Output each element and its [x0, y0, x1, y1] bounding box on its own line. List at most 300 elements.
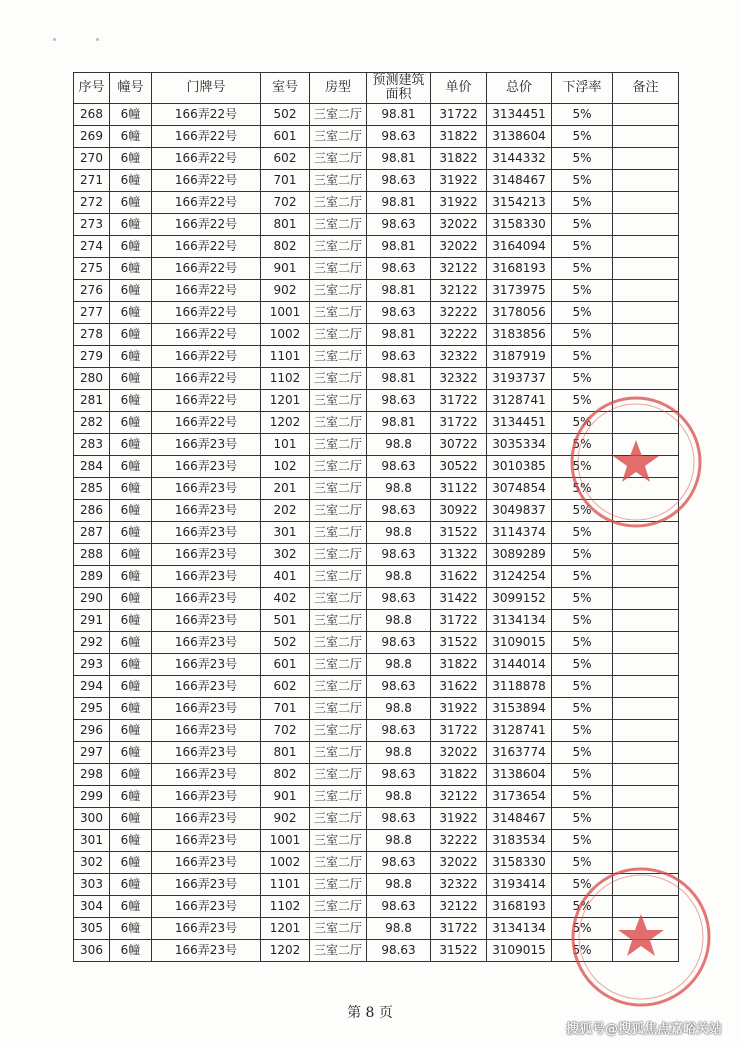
table-cell: 902 — [261, 280, 310, 302]
table-row — [74, 654, 679, 676]
table-cell — [613, 258, 679, 280]
table-cell: 98.8 — [367, 566, 431, 588]
column-header: 单价 — [431, 73, 487, 104]
table-cell — [613, 830, 679, 852]
table-row — [74, 808, 679, 830]
table-cell: 1202 — [261, 412, 310, 434]
table-cell: 三室二厅 — [310, 192, 367, 214]
table-cell: 293 — [74, 654, 110, 676]
table-cell: 6幢 — [110, 104, 152, 126]
table-cell: 三室二厅 — [310, 236, 367, 258]
table-cell: 272 — [74, 192, 110, 214]
table-cell: 6幢 — [110, 940, 152, 962]
table-cell: 601 — [261, 126, 310, 148]
table-cell: 6幢 — [110, 808, 152, 830]
table-cell: 31822 — [431, 654, 487, 676]
table-cell: 5% — [552, 434, 613, 456]
table-cell: 98.63 — [367, 940, 431, 962]
table-cell: 98.63 — [367, 588, 431, 610]
table-cell: 1201 — [261, 918, 310, 940]
table-cell: 166弄23号 — [152, 940, 261, 962]
table-cell: 402 — [261, 588, 310, 610]
table-cell: 6幢 — [110, 478, 152, 500]
table-cell: 276 — [74, 280, 110, 302]
table-cell — [613, 742, 679, 764]
table-cell: 三室二厅 — [310, 302, 367, 324]
table-cell: 98.81 — [367, 104, 431, 126]
table-cell: 3144014 — [487, 654, 552, 676]
table-cell: 98.63 — [367, 720, 431, 742]
table-cell: 6幢 — [110, 654, 152, 676]
table-cell: 280 — [74, 368, 110, 390]
table-cell: 166弄22号 — [152, 214, 261, 236]
table-row — [74, 104, 679, 126]
table-cell: 三室二厅 — [310, 280, 367, 302]
table-cell: 5% — [552, 940, 613, 962]
table-row — [74, 324, 679, 346]
table-cell: 32322 — [431, 346, 487, 368]
table-cell — [613, 456, 679, 478]
table-cell: 31622 — [431, 676, 487, 698]
table-row — [74, 302, 679, 324]
table-cell: 6幢 — [110, 698, 152, 720]
table-cell — [613, 764, 679, 786]
table-cell — [613, 170, 679, 192]
table-row — [74, 148, 679, 170]
table-cell: 502 — [261, 632, 310, 654]
table-cell: 6幢 — [110, 126, 152, 148]
table-cell: 5% — [552, 742, 613, 764]
table-cell: 801 — [261, 742, 310, 764]
table-cell: 166弄22号 — [152, 280, 261, 302]
table-cell: 3168193 — [487, 258, 552, 280]
table-cell — [613, 236, 679, 258]
table-cell: 98.8 — [367, 478, 431, 500]
watermark-text: 搜狐号@搜狐焦点嘉峪关站 — [565, 1022, 722, 1037]
table-cell: 3158330 — [487, 214, 552, 236]
table-cell: 98.8 — [367, 610, 431, 632]
table-row — [74, 192, 679, 214]
table-cell: 166弄23号 — [152, 544, 261, 566]
table-cell: 6幢 — [110, 588, 152, 610]
table-cell: 31722 — [431, 610, 487, 632]
table-cell: 298 — [74, 764, 110, 786]
table-cell: 702 — [261, 720, 310, 742]
table-cell: 5% — [552, 852, 613, 874]
table-row — [74, 742, 679, 764]
table-cell — [613, 918, 679, 940]
table-cell: 268 — [74, 104, 110, 126]
table-cell: 3134451 — [487, 412, 552, 434]
table-cell: 299 — [74, 786, 110, 808]
table-cell: 3164094 — [487, 236, 552, 258]
table-cell: 3114374 — [487, 522, 552, 544]
table-cell: 三室二厅 — [310, 390, 367, 412]
table-cell: 三室二厅 — [310, 786, 367, 808]
table-cell: 282 — [74, 412, 110, 434]
table-cell: 5% — [552, 412, 613, 434]
table-cell: 802 — [261, 236, 310, 258]
table-cell: 5% — [552, 170, 613, 192]
table-cell: 3148467 — [487, 170, 552, 192]
table-cell: 301 — [74, 830, 110, 852]
table-cell: 98.81 — [367, 192, 431, 214]
table-cell: 5% — [552, 720, 613, 742]
table-cell: 6幢 — [110, 236, 152, 258]
table-cell: 166弄23号 — [152, 654, 261, 676]
table-row — [74, 918, 679, 940]
table-cell: 5% — [552, 654, 613, 676]
table-cell: 166弄23号 — [152, 676, 261, 698]
table-cell: 5% — [552, 390, 613, 412]
table-cell: 三室二厅 — [310, 544, 367, 566]
table-cell: 32122 — [431, 258, 487, 280]
table-cell: 6幢 — [110, 390, 152, 412]
table-cell: 278 — [74, 324, 110, 346]
table-cell: 6幢 — [110, 192, 152, 214]
table-cell: 31622 — [431, 566, 487, 588]
table-cell: 三室二厅 — [310, 368, 367, 390]
table-cell: 32122 — [431, 280, 487, 302]
table-cell: 3173975 — [487, 280, 552, 302]
table-cell: 98.63 — [367, 544, 431, 566]
table-cell: 300 — [74, 808, 110, 830]
table-cell: 166弄22号 — [152, 390, 261, 412]
table-cell: 98.8 — [367, 918, 431, 940]
table-cell: 1201 — [261, 390, 310, 412]
table-cell: 三室二厅 — [310, 478, 367, 500]
table-cell: 98.63 — [367, 214, 431, 236]
table-cell — [613, 104, 679, 126]
table-cell: 5% — [552, 236, 613, 258]
table-cell: 702 — [261, 192, 310, 214]
table-cell — [613, 148, 679, 170]
table-cell: 5% — [552, 896, 613, 918]
table-cell: 6幢 — [110, 280, 152, 302]
table-cell: 304 — [74, 896, 110, 918]
table-header-row — [74, 73, 679, 104]
table-cell: 294 — [74, 676, 110, 698]
table-cell: 32322 — [431, 874, 487, 896]
table-cell: 三室二厅 — [310, 720, 367, 742]
table-cell: 三室二厅 — [310, 742, 367, 764]
table-cell: 1001 — [261, 302, 310, 324]
column-header: 预测建筑面积 — [367, 73, 431, 104]
table-cell: 3124254 — [487, 566, 552, 588]
table-cell: 30522 — [431, 456, 487, 478]
table-cell: 284 — [74, 456, 110, 478]
table-cell: 270 — [74, 148, 110, 170]
table-cell — [613, 434, 679, 456]
table-cell: 三室二厅 — [310, 852, 367, 874]
table-row — [74, 390, 679, 412]
table-cell: 5% — [552, 302, 613, 324]
table-cell — [613, 192, 679, 214]
table-cell: 6幢 — [110, 434, 152, 456]
table-cell: 277 — [74, 302, 110, 324]
table-cell: 三室二厅 — [310, 434, 367, 456]
table-cell: 1102 — [261, 896, 310, 918]
table-cell: 289 — [74, 566, 110, 588]
table-cell: 98.81 — [367, 148, 431, 170]
table-cell: 31722 — [431, 412, 487, 434]
table-cell: 285 — [74, 478, 110, 500]
table-cell: 166弄23号 — [152, 456, 261, 478]
table-cell: 三室二厅 — [310, 918, 367, 940]
table-row — [74, 676, 679, 698]
table-cell: 5% — [552, 258, 613, 280]
table-cell: 98.8 — [367, 786, 431, 808]
table-cell: 5% — [552, 456, 613, 478]
table-cell: 31722 — [431, 918, 487, 940]
table-cell: 901 — [261, 786, 310, 808]
table-cell: 302 — [74, 852, 110, 874]
table-cell: 6幢 — [110, 874, 152, 896]
table-row — [74, 368, 679, 390]
table-cell: 281 — [74, 390, 110, 412]
table-cell: 6幢 — [110, 412, 152, 434]
table-cell: 三室二厅 — [310, 764, 367, 786]
table-cell: 306 — [74, 940, 110, 962]
table-cell: 3144332 — [487, 148, 552, 170]
table-cell: 3178056 — [487, 302, 552, 324]
table-cell — [613, 720, 679, 742]
table-cell: 三室二厅 — [310, 654, 367, 676]
table-cell — [613, 940, 679, 962]
table-cell: 98.8 — [367, 874, 431, 896]
table-row — [74, 698, 679, 720]
table-cell: 3089289 — [487, 544, 552, 566]
table-cell: 5% — [552, 192, 613, 214]
table-row — [74, 214, 679, 236]
table-cell: 98.63 — [367, 302, 431, 324]
table-cell: 98.63 — [367, 764, 431, 786]
table-cell: 3193737 — [487, 368, 552, 390]
table-row — [74, 874, 679, 896]
table-cell: 5% — [552, 918, 613, 940]
table-cell: 3099152 — [487, 588, 552, 610]
table-cell: 30722 — [431, 434, 487, 456]
table-cell: 701 — [261, 170, 310, 192]
table-cell: 166弄23号 — [152, 742, 261, 764]
table-cell: 5% — [552, 522, 613, 544]
table-cell — [613, 874, 679, 896]
table-cell: 三室二厅 — [310, 412, 367, 434]
table-cell: 3163774 — [487, 742, 552, 764]
table-cell: 98.8 — [367, 654, 431, 676]
table-cell: 31822 — [431, 764, 487, 786]
table-row — [74, 764, 679, 786]
table-cell: 166弄23号 — [152, 610, 261, 632]
table-cell: 5% — [552, 764, 613, 786]
table-cell: 5% — [552, 588, 613, 610]
table-cell: 6幢 — [110, 148, 152, 170]
table-cell: 3154213 — [487, 192, 552, 214]
table-cell — [613, 324, 679, 346]
table-cell: 166弄22号 — [152, 302, 261, 324]
table-cell — [613, 500, 679, 522]
table-cell: 902 — [261, 808, 310, 830]
table-cell: 283 — [74, 434, 110, 456]
table-cell: 98.63 — [367, 346, 431, 368]
table-cell: 三室二厅 — [310, 324, 367, 346]
table-cell: 31822 — [431, 126, 487, 148]
table-cell: 5% — [552, 214, 613, 236]
table-cell: 三室二厅 — [310, 566, 367, 588]
table-cell: 31722 — [431, 390, 487, 412]
table-cell: 6幢 — [110, 170, 152, 192]
table-cell — [613, 412, 679, 434]
table-row — [74, 566, 679, 588]
table-cell: 98.8 — [367, 698, 431, 720]
table-cell: 5% — [552, 148, 613, 170]
table-cell: 三室二厅 — [310, 214, 367, 236]
table-cell: 98.63 — [367, 170, 431, 192]
table-cell: 166弄23号 — [152, 478, 261, 500]
table-cell — [613, 852, 679, 874]
table-row — [74, 236, 679, 258]
table-cell: 31522 — [431, 632, 487, 654]
table-cell — [613, 478, 679, 500]
table-row — [74, 412, 679, 434]
table-body — [74, 104, 679, 962]
table-cell — [613, 544, 679, 566]
table-cell: 3128741 — [487, 390, 552, 412]
table-cell: 602 — [261, 148, 310, 170]
table-cell: 6幢 — [110, 676, 152, 698]
table-cell: 273 — [74, 214, 110, 236]
table-cell: 6幢 — [110, 346, 152, 368]
table-cell: 1101 — [261, 346, 310, 368]
table-cell: 5% — [552, 698, 613, 720]
column-header: 备注 — [613, 73, 679, 104]
column-header: 幢号 — [110, 73, 152, 104]
table-cell: 166弄22号 — [152, 258, 261, 280]
table-cell: 三室二厅 — [310, 126, 367, 148]
table-cell: 31722 — [431, 104, 487, 126]
table-cell: 5% — [552, 368, 613, 390]
table-row — [74, 500, 679, 522]
table-cell: 502 — [261, 104, 310, 126]
table-cell: 98.63 — [367, 390, 431, 412]
table-cell: 6幢 — [110, 918, 152, 940]
table-cell — [613, 126, 679, 148]
table-cell: 3074854 — [487, 478, 552, 500]
table-cell: 5% — [552, 566, 613, 588]
table-cell: 296 — [74, 720, 110, 742]
table-cell: 3010385 — [487, 456, 552, 478]
table-cell: 288 — [74, 544, 110, 566]
table-cell: 98.81 — [367, 280, 431, 302]
table-row — [74, 720, 679, 742]
table-cell: 166弄23号 — [152, 786, 261, 808]
table-cell — [613, 676, 679, 698]
table-cell: 166弄22号 — [152, 126, 261, 148]
table-cell: 98.63 — [367, 896, 431, 918]
table-cell: 3183534 — [487, 830, 552, 852]
table-cell: 31922 — [431, 698, 487, 720]
table-cell: 287 — [74, 522, 110, 544]
table-cell: 31322 — [431, 544, 487, 566]
table-cell: 166弄23号 — [152, 698, 261, 720]
table-cell: 31922 — [431, 192, 487, 214]
table-cell: 166弄23号 — [152, 588, 261, 610]
table-cell: 5% — [552, 500, 613, 522]
table-cell: 166弄22号 — [152, 368, 261, 390]
table-cell: 3109015 — [487, 632, 552, 654]
table-cell: 6幢 — [110, 786, 152, 808]
table-cell: 166弄23号 — [152, 632, 261, 654]
table-cell: 6幢 — [110, 632, 152, 654]
table-cell: 98.81 — [367, 236, 431, 258]
table-cell: 6幢 — [110, 830, 152, 852]
table-cell — [613, 632, 679, 654]
table-cell: 291 — [74, 610, 110, 632]
table-cell — [613, 214, 679, 236]
table-cell: 98.63 — [367, 852, 431, 874]
table-cell — [613, 566, 679, 588]
table-cell: 5% — [552, 632, 613, 654]
table-cell: 30922 — [431, 500, 487, 522]
table-cell: 98.63 — [367, 808, 431, 830]
table-cell: 275 — [74, 258, 110, 280]
table-cell: 3049837 — [487, 500, 552, 522]
table-cell: 5% — [552, 544, 613, 566]
table-cell: 6幢 — [110, 610, 152, 632]
table-cell: 295 — [74, 698, 110, 720]
table-cell: 32122 — [431, 786, 487, 808]
table-cell: 166弄22号 — [152, 192, 261, 214]
table-cell — [613, 368, 679, 390]
table-cell — [613, 346, 679, 368]
table-cell: 6幢 — [110, 566, 152, 588]
table-cell: 32022 — [431, 236, 487, 258]
table-cell: 5% — [552, 874, 613, 896]
table-row — [74, 830, 679, 852]
table-cell: 32222 — [431, 830, 487, 852]
table-row — [74, 346, 679, 368]
table-cell: 6幢 — [110, 544, 152, 566]
table-cell: 1001 — [261, 830, 310, 852]
table-cell: 1202 — [261, 940, 310, 962]
table-cell: 166弄22号 — [152, 412, 261, 434]
table-cell: 5% — [552, 676, 613, 698]
table-cell: 166弄22号 — [152, 324, 261, 346]
table-row — [74, 456, 679, 478]
table-cell: 3138604 — [487, 126, 552, 148]
table-cell: 98.63 — [367, 126, 431, 148]
table-cell: 98.8 — [367, 434, 431, 456]
table-cell: 3183856 — [487, 324, 552, 346]
table-row — [74, 258, 679, 280]
scan-speck — [96, 38, 99, 41]
table-cell: 801 — [261, 214, 310, 236]
table-cell — [613, 698, 679, 720]
table-cell: 3134451 — [487, 104, 552, 126]
table-row — [74, 434, 679, 456]
table-cell: 3118878 — [487, 676, 552, 698]
column-header: 房型 — [310, 73, 367, 104]
column-header: 序号 — [74, 73, 110, 104]
table-row — [74, 280, 679, 302]
table-row — [74, 786, 679, 808]
table-cell: 202 — [261, 500, 310, 522]
table-cell: 三室二厅 — [310, 522, 367, 544]
table-cell: 31522 — [431, 522, 487, 544]
table-cell: 6幢 — [110, 522, 152, 544]
table-cell: 三室二厅 — [310, 698, 367, 720]
table-cell: 701 — [261, 698, 310, 720]
